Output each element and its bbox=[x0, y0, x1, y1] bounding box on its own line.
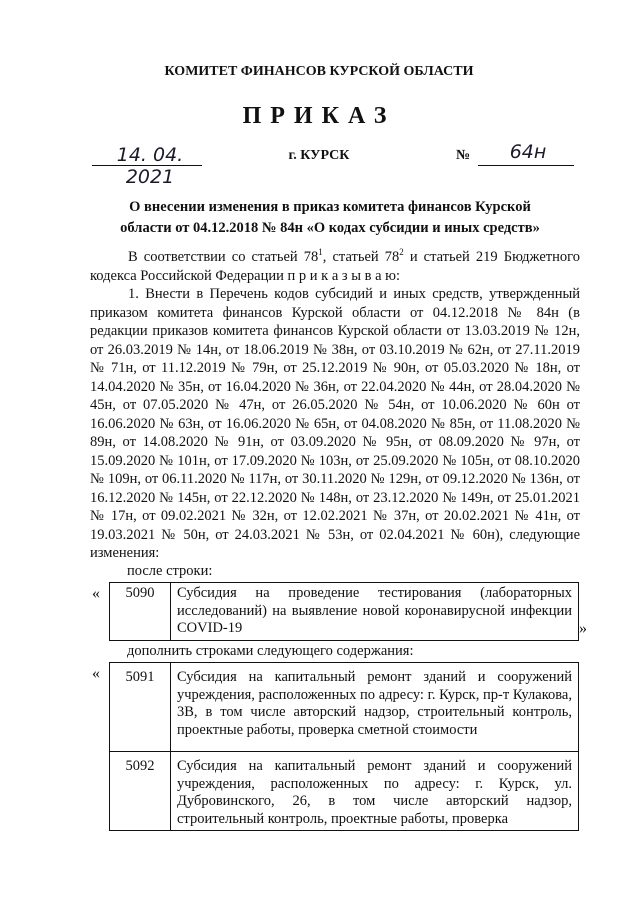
superscript-1: 1 bbox=[318, 247, 323, 258]
body-p1-part-a: В соответствии со статьей 78 bbox=[128, 249, 319, 265]
subject-line-1: О внесении изменения в приказ комитета финансов Курской bbox=[129, 199, 531, 215]
description-cell: Субсидия на капитальный ремонт зданий и сооружений учреждения, расположенных по адресу: г. Курск, пр-т Кулакова, 3В, в том числе авторский надзор, строительный контроль, проектные работы, проверка сметной стоимости bbox=[171, 663, 579, 752]
description-cell: Субсидия на капитальный ремонт зданий и сооружений учреждения, расположенных по адресу: г. Курск, ул. Дубровинского, 26, в том числе авторский надзор, строительный контроль, проектные работы, проверка bbox=[171, 752, 579, 831]
body-p1-part-c: и статьей 219 Бюджетного кодекса Российской Федерации п р и к а з ы в а ю: bbox=[90, 249, 580, 284]
existing-code-table bbox=[109, 582, 579, 641]
date-underline bbox=[92, 165, 202, 166]
order-number: 64н bbox=[509, 141, 547, 163]
table-row bbox=[110, 663, 579, 752]
order-date: 14. 04. 2021 bbox=[116, 144, 184, 188]
description-cell: Субсидия на проведение тестирования (лабораторных исследований) на выявление новой коронавирусной инфекции COVID-19 bbox=[171, 583, 579, 641]
table-row bbox=[110, 752, 579, 831]
new-codes-table bbox=[109, 662, 579, 831]
open-quote-1: « bbox=[92, 585, 100, 602]
order-subject bbox=[80, 197, 580, 239]
number-underline bbox=[478, 165, 574, 166]
code-cell: 5090 bbox=[110, 583, 171, 641]
number-label: № bbox=[456, 148, 471, 163]
add-lines-label: дополнить строками следующего содержания: bbox=[127, 643, 414, 659]
body-p1-part-b: , статьей 78 bbox=[322, 249, 400, 265]
document-title: ПРИКАЗ bbox=[242, 103, 396, 129]
code-cell: 5091 bbox=[110, 663, 171, 752]
body-paragraph-1 bbox=[90, 248, 580, 285]
body-paragraph-2: 1. Внести в Перечень кодов субсидий и иных средств, утвержденный приказом комитета финансов Курской области от 04.12.2018 № 84н (в редакции приказов комитета финансов Курской области от 13.03.2019 № 12н, от 26.03.2019 № 14н, от 18.06.2019 № 38н, от 03.10.2019 № 62н, от 27.11.2019 № 71н, от 11.12.2019 № 79н, от 25.12.2019 № 90н, от 05.03.2020 № 18н, от 14.04.2020 № 35н, от 16.04.2020 № 36н, от 22.04.2020 № 44н, от 28.04.2020 № 45н, от 07.05.2020 № 47н, от 26.05.2020 № 54н, от 10.06.2020 № 60н от 16.06.2020 № 63н, от 16.06.2020 № 65н, от 04.08.2020 № 85н, от 11.08.2020 № 89н, от 14.08.2020 № 91н, от 03.09.2020 № 95н, от 08.09.2020 № 97н, от 15.09.2020 № 101н, от 17.09.2020 № 103н, от 25.09.2020 № 105н, от 08.10.2020 № 109н, от 06.11.2020 № 117н, от 30.11.2020 № 129н, от 09.12.2020 № 136н, от 16.12.2020 № 145н, от 22.12.2020 № 148н, от 23.12.2020 № 149н, от 25.01.2021 № 17н, от 09.02.2021 № 32н, от 12.02.2021 № 37н, от 20.02.2021 № 41н, от 19.03.2021 № 50н, от 24.03.2021 № 53н, от 02.04.2021 № 60н), следующие изменения: bbox=[90, 286, 580, 561]
code-cell: 5092 bbox=[110, 752, 171, 831]
open-quote-2: « bbox=[92, 665, 100, 682]
organization-name: КОМИТЕТ ФИНАНСОВ КУРСКОЙ ОБЛАСТИ bbox=[164, 64, 474, 79]
order-city: г. КУРСК bbox=[288, 148, 350, 163]
subject-line-2: области от 04.12.2018 № 84н «О кодах субсидии и иных средств» bbox=[120, 220, 540, 236]
order-body bbox=[90, 248, 580, 563]
after-lines-label: после строки: bbox=[127, 563, 213, 579]
close-quote-1: » bbox=[579, 620, 587, 637]
table-row bbox=[110, 583, 579, 641]
superscript-2: 2 bbox=[399, 247, 404, 258]
